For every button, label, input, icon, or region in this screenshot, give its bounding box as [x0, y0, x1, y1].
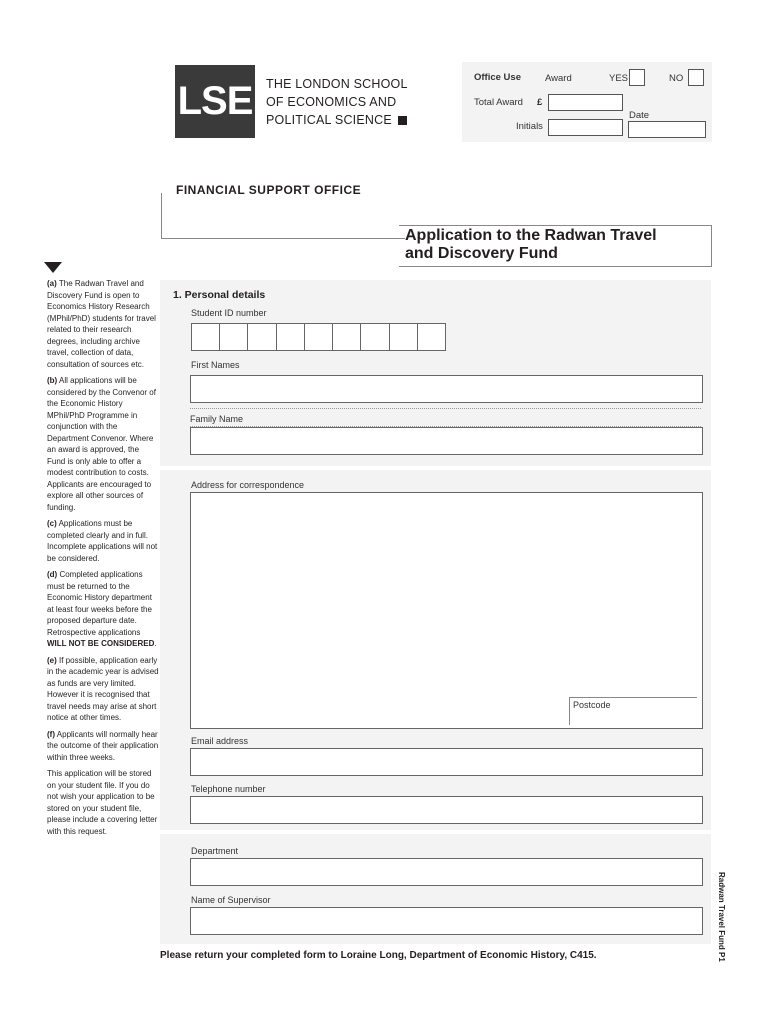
address-label: Address for correspondence [191, 480, 305, 490]
student-id-digit-box[interactable] [277, 324, 305, 350]
school-name-line2: OF ECONOMICS AND [266, 95, 397, 109]
financial-support-office-title: FINANCIAL SUPPORT OFFICE [176, 183, 362, 197]
no-checkbox[interactable] [688, 69, 704, 86]
office-use-title: Office Use [474, 72, 521, 83]
return-instructions: Please return your completed form to Loraine Long, Department of Economic History, C415. [160, 950, 597, 961]
yes-label: YES [609, 73, 629, 84]
supervisor-label: Name of Supervisor [191, 895, 271, 905]
triangle-down-icon [44, 262, 62, 273]
square-mark-icon [398, 116, 407, 125]
address-input[interactable] [190, 492, 703, 729]
note-a: (a) The Radwan Travel and Discovery Fund is open to Economics History Research (MPhil/PhD) students for travel related to their research degrees, including archive travel, collection of data, consultation of sources etc. [47, 279, 156, 369]
family-name-label: Family Name [190, 414, 244, 424]
guidance-notes [47, 278, 159, 842]
total-award-input[interactable] [548, 94, 623, 111]
student-id-digit-box[interactable] [305, 324, 333, 350]
section-title-personal-details: 1. Personal details [173, 289, 266, 301]
application-title-line2: and Discovery Fund [405, 245, 558, 262]
student-id-digit-box[interactable] [220, 324, 248, 350]
date-input[interactable] [628, 121, 706, 138]
student-id-digit-box[interactable] [192, 324, 220, 350]
family-name-input[interactable] [190, 427, 703, 455]
total-award-label: Total Award [474, 97, 523, 108]
email-label: Email address [191, 736, 249, 746]
yes-checkbox[interactable] [629, 69, 645, 86]
department-label: Department [191, 846, 239, 856]
supervisor-input[interactable] [190, 907, 703, 935]
application-title-line1: Application to the Radwan Travel [405, 227, 657, 244]
header-rule-vertical [161, 193, 162, 239]
note-f: (f) Applicants will normally hear the outcome of their application within three weeks. [47, 729, 159, 762]
award-label: Award [545, 73, 572, 84]
date-label: Date [629, 110, 650, 121]
school-name-line3: POLITICAL SCIENCE [266, 113, 392, 127]
telephone-input[interactable] [190, 796, 703, 824]
currency-symbol: £ [537, 97, 543, 108]
dotted-divider [190, 408, 701, 409]
student-id-label: Student ID number [191, 308, 267, 318]
school-name-line1: THE LONDON SCHOOL [266, 77, 408, 91]
postcode-rule [569, 697, 697, 698]
note-storage: This application will be stored on your student file. If you do not wish your application to be stored on your student file, please include a covering letter with this request. [47, 769, 158, 836]
application-title [405, 227, 657, 263]
lse-logo: LSE [175, 65, 255, 138]
note-d: (d) Completed applications must be returned to the Economic History department at least four weeks before the proposed departure date. Retrospective applications WILL NOT BE CONSIDERED. [47, 570, 157, 648]
first-names-label: First Names [191, 360, 240, 370]
student-id-digit-box[interactable] [418, 324, 445, 350]
postcode-rule-vertical [569, 697, 570, 725]
initials-input[interactable] [548, 119, 623, 136]
first-names-input[interactable] [190, 375, 703, 403]
postcode-label: Postcode [573, 700, 611, 710]
student-id-digit-box[interactable] [248, 324, 276, 350]
note-e: (e) If possible, application early in the academic year is advised as funds are very limited. However it is recognised that travel needs may arise at short notice at other times. [47, 655, 159, 722]
initials-label: Initials [516, 121, 543, 132]
school-name [266, 75, 408, 129]
note-b: (b) All applications will be considered by the Convenor of the Economic History MPhil/PhD Programme in conjunction with the Department Convenor. Where an award is approved, the Fund is only able to offer a modest contribution to costs. Applicants are encouraged to explore all other sources of funding. [47, 376, 156, 512]
no-label: NO [669, 73, 684, 84]
page-label: Radwan Travel Fund P1 [717, 872, 726, 962]
email-input[interactable] [190, 748, 703, 776]
student-id-digit-box[interactable] [333, 324, 361, 350]
header-rule-horizontal [161, 238, 405, 239]
student-id-digit-box[interactable] [361, 324, 389, 350]
note-c: (c) Applications must be completed clearly and in full. Incomplete applications will not be considered. [47, 519, 158, 563]
student-id-digit-box[interactable] [390, 324, 418, 350]
telephone-label: Telephone number [191, 784, 266, 794]
department-input[interactable] [190, 858, 703, 886]
student-id-input[interactable] [191, 323, 446, 351]
